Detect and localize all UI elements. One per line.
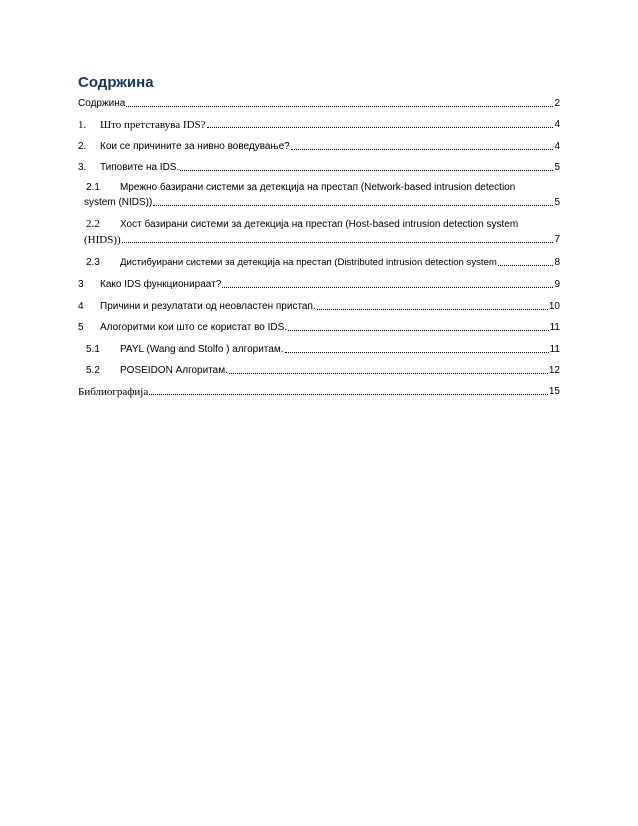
toc-entry-page: 12: [548, 365, 560, 376]
toc-entry-dids[interactable]: [86, 255, 560, 269]
toc-entry-page: 4: [554, 119, 560, 130]
toc-leader-dots: [317, 309, 548, 310]
toc-entry-number: 5.1: [86, 344, 100, 355]
toc-heading: Содржина: [78, 74, 154, 91]
toc-entry-title: Хост базирани системи за детекција на престап (Host-based intrusion detection system: [120, 219, 519, 230]
toc-entry-page: 15: [548, 386, 560, 397]
toc-entry-number: 3: [78, 279, 84, 290]
toc-entry-title: Кои се причините за нивно воведување?: [100, 141, 290, 152]
toc-entry-title: Како IDS функционираат?: [100, 279, 222, 290]
toc-entry-page: 4: [554, 141, 560, 152]
toc-leader-dots: [207, 127, 554, 128]
toc-entry-number: 5.2: [86, 365, 100, 376]
toc-leader-dots: [229, 373, 548, 374]
toc-leader-dots: [222, 287, 553, 288]
toc-entry-types[interactable]: [78, 160, 560, 174]
toc-entry-page: 2: [554, 98, 560, 109]
toc-entry-algorithms[interactable]: [78, 320, 560, 334]
toc-entry-how-ids-works[interactable]: [78, 277, 560, 291]
toc-entry-reasons[interactable]: [78, 139, 560, 153]
toc-entry-hids[interactable]: [86, 218, 518, 231]
toc-leader-dots: [180, 170, 553, 171]
toc-entry-what-is-ids[interactable]: [78, 117, 560, 131]
toc-entry-title: Причини и резулатати од неовластен пристап.: [100, 301, 316, 312]
toc-entry-title-continued: (HIDS)): [84, 234, 121, 246]
toc-entry-number: 4: [78, 301, 84, 312]
toc-entry-title-continued: system (NIDS)): [84, 197, 153, 208]
toc-leader-dots: [126, 106, 553, 107]
toc-entry-number: 2.3: [86, 257, 100, 268]
toc-entry-title: Библиографија: [78, 386, 149, 398]
toc-entry-page: 5: [554, 197, 560, 208]
toc-leader-dots: [285, 352, 549, 353]
toc-entry-bibliography[interactable]: [78, 384, 560, 398]
toc-entry-title: POSEIDON Алгоритам.: [120, 365, 228, 376]
toc-entry-title: Мрежно базирани системи за детекција на престап (Network-based intrusion detection: [120, 182, 516, 193]
toc-entry-page: 11: [549, 322, 560, 333]
toc-entry-number: 2.: [78, 141, 87, 152]
toc-entry-hids-continued[interactable]: [84, 232, 560, 246]
toc-leader-dots: [149, 394, 548, 395]
toc-leader-dots: [291, 149, 554, 150]
toc-entry-page: 9: [554, 279, 560, 290]
toc-leader-dots: [153, 205, 553, 206]
toc-entry-title: Типовите на IDS.: [100, 162, 180, 173]
toc-entry-page: 8: [554, 257, 560, 268]
toc-leader-dots: [288, 330, 549, 331]
toc-entry-poseidon[interactable]: [86, 363, 560, 377]
toc-entry-number: 3.: [78, 162, 87, 173]
toc-entry-title: Дистибуирани системи за детекција на престап (Distributed intrusion detection system: [120, 257, 497, 268]
toc-entry-page: 5: [554, 162, 560, 173]
toc-entry-title: Што претставува IDS?: [100, 119, 206, 131]
toc-entry-number: 5: [78, 322, 84, 333]
toc-entry-nids-continued[interactable]: [84, 195, 560, 209]
toc-entry-number: 2.2: [86, 218, 100, 230]
toc-entry-unauthorized-access[interactable]: [78, 299, 560, 313]
toc-entry-title: Алогоритми кои што се користат во IDS.: [100, 322, 288, 333]
toc-entry-title: PAYL (Wang and Stolfo ) алгоритам.: [120, 344, 284, 355]
toc-entry-number: 1.: [78, 119, 87, 131]
toc-entry-nids[interactable]: [86, 182, 515, 194]
toc-entry-page: 10: [548, 301, 560, 312]
toc-entry-page: 11: [549, 344, 560, 355]
toc-entry-number: 2.1: [86, 182, 100, 193]
toc-entry-payl[interactable]: [86, 342, 560, 356]
toc-leader-dots: [498, 265, 554, 266]
toc-entry-page: 7: [554, 234, 560, 245]
toc-leader-dots: [122, 242, 554, 243]
toc-entry-title: Содржина: [78, 98, 126, 109]
toc-entry-contents[interactable]: [78, 96, 560, 110]
